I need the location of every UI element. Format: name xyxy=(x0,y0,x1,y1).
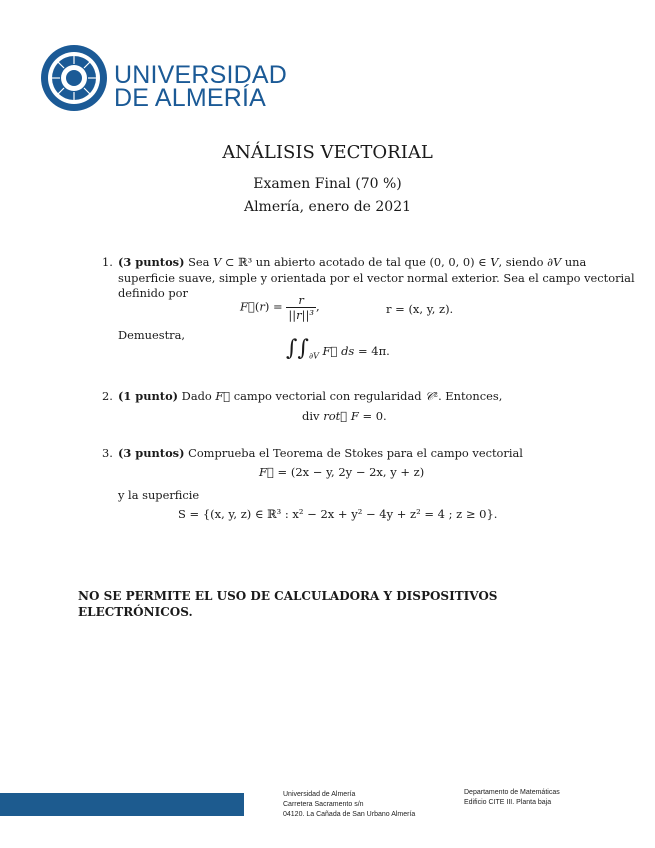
footer-bar xyxy=(0,793,244,816)
problem-3-text: (3 puntos) Comprueba el Teorema de Stokes para el campo vectorial xyxy=(118,446,523,460)
problem-3-surface-label: y la superficie xyxy=(118,488,200,502)
university-logo xyxy=(40,44,288,120)
exam-subtitle: Examen Final (70 %) xyxy=(253,176,402,192)
problem-1-line2: superficie suave, simple y orientada por el vector normal exterior. Sea el campo vectorial xyxy=(118,271,635,285)
university-seal-icon xyxy=(40,44,108,112)
problem-1-r-definition: r = (x, y, z). xyxy=(386,302,454,316)
problem-1-points: (3 puntos) xyxy=(118,255,185,269)
problem-2-points: (1 punto) xyxy=(118,389,179,403)
problem-2-equation: div rot⃗ F = 0. xyxy=(302,409,387,423)
footer-address: Universidad de Almería Carretera Sacramento s/n 04120. La Cañada de San Urbano Almería xyxy=(283,791,416,818)
problem-2-text: (1 punto) Dado F⃗ campo vectorial con regularidad 𝒞². Entonces, xyxy=(118,389,503,403)
logo-line1: UNIVERSIDAD xyxy=(114,61,288,89)
problem-3-field-equation: F⃗ = (2x − y, 2y − 2x, y + z) xyxy=(259,465,425,479)
problem-3-points: (3 puntos) xyxy=(118,446,185,460)
problem-1-line3: definido por xyxy=(118,286,188,300)
problem-2-number: 2. xyxy=(102,389,113,403)
problem-1-line1: (3 puntos) Sea V ⊂ ℝ³ un abierto acotado de tal que (0, 0, 0) ∈ V, siendo ∂V una xyxy=(118,255,587,269)
problem-3-surface-equation: S = {(x, y, z) ∈ ℝ³ : x² − 2x + y² − 4y + z² = 4 ; z ≥ 0}. xyxy=(178,507,498,521)
footer-department: Departamento de Matemáticas Edificio CITE III. Planta baja xyxy=(464,789,560,806)
problem-1-field-equation: F⃗(r) = $\frac{r}{\text{||r||³}}$ , xyxy=(240,293,320,322)
problem-1-prove-label: Demuestra, xyxy=(118,328,186,342)
exam-title: ANÁLISIS VECTORIAL xyxy=(222,142,433,163)
problem-1-number: 1. xyxy=(102,255,113,269)
problem-1-integral-equation: $\int\int_{\partial V}$ F⃗ ds = 4π. xyxy=(286,336,390,361)
exam-date: Almería, enero de 2021 xyxy=(243,199,412,215)
problem-3-number: 3. xyxy=(102,446,113,460)
logo-line2: DE ALMERÍA xyxy=(114,84,267,112)
calculator-warning: NO SE PERMITE EL USO DE CALCULADORA Y DISPOSITIVOS ELECTRÓNICOS. xyxy=(78,589,498,619)
